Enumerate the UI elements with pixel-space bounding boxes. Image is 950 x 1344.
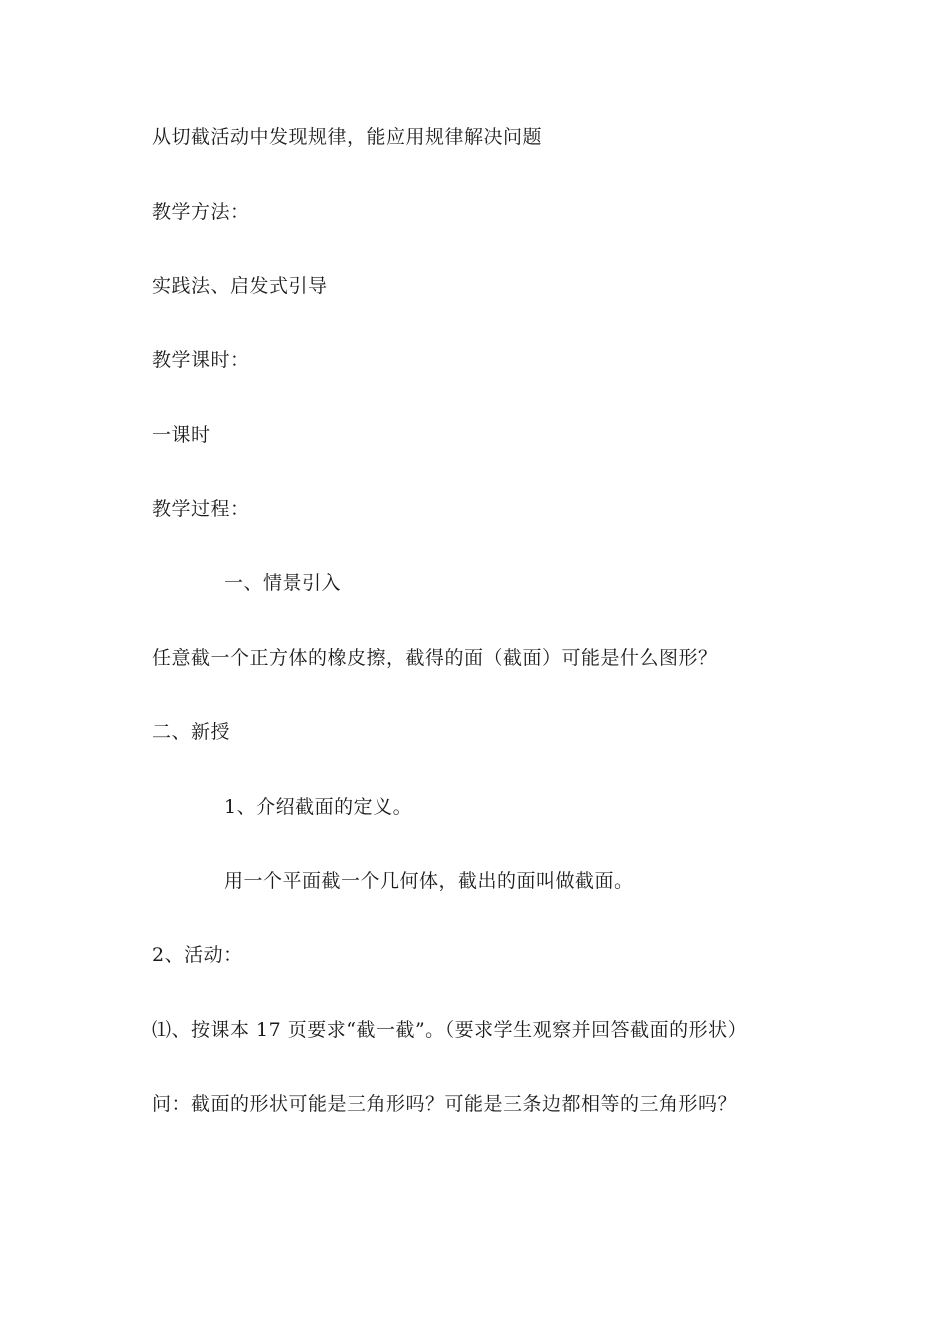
- heading-teaching-method: 教学方法：: [152, 201, 250, 223]
- text-line-question: 任意截一个正方体的橡皮擦，截得的面（截面）可能是什么图形？: [152, 647, 718, 669]
- subheading-definition: 1、介绍截面的定义。: [224, 796, 413, 818]
- heading-class-hours: 教学课时：: [152, 349, 250, 371]
- text-line-activity-question: 问：截面的形状可能是三角形吗？可能是三条边都相等的三角形吗？: [152, 1093, 738, 1115]
- subheading-activity: 2、活动：: [152, 944, 243, 966]
- text-line-definition: 用一个平面截一个几何体，截出的面叫做截面。: [224, 870, 634, 892]
- text-line-method: 实践法、启发式引导: [152, 275, 328, 297]
- text-line-activity-step: ⑴、按课本 17 页要求“截一截”。（要求学生观察并回答截面的形状）: [152, 1019, 748, 1041]
- text-line-hours: 一课时: [152, 424, 211, 446]
- section-heading-new-lesson: 二、新授: [152, 721, 231, 743]
- section-heading-intro: 一、情景引入: [224, 572, 342, 594]
- heading-teaching-process: 教学过程：: [152, 498, 250, 520]
- text-line-goal: 从切截活动中发现规律，能应用规律解决问题: [152, 126, 543, 148]
